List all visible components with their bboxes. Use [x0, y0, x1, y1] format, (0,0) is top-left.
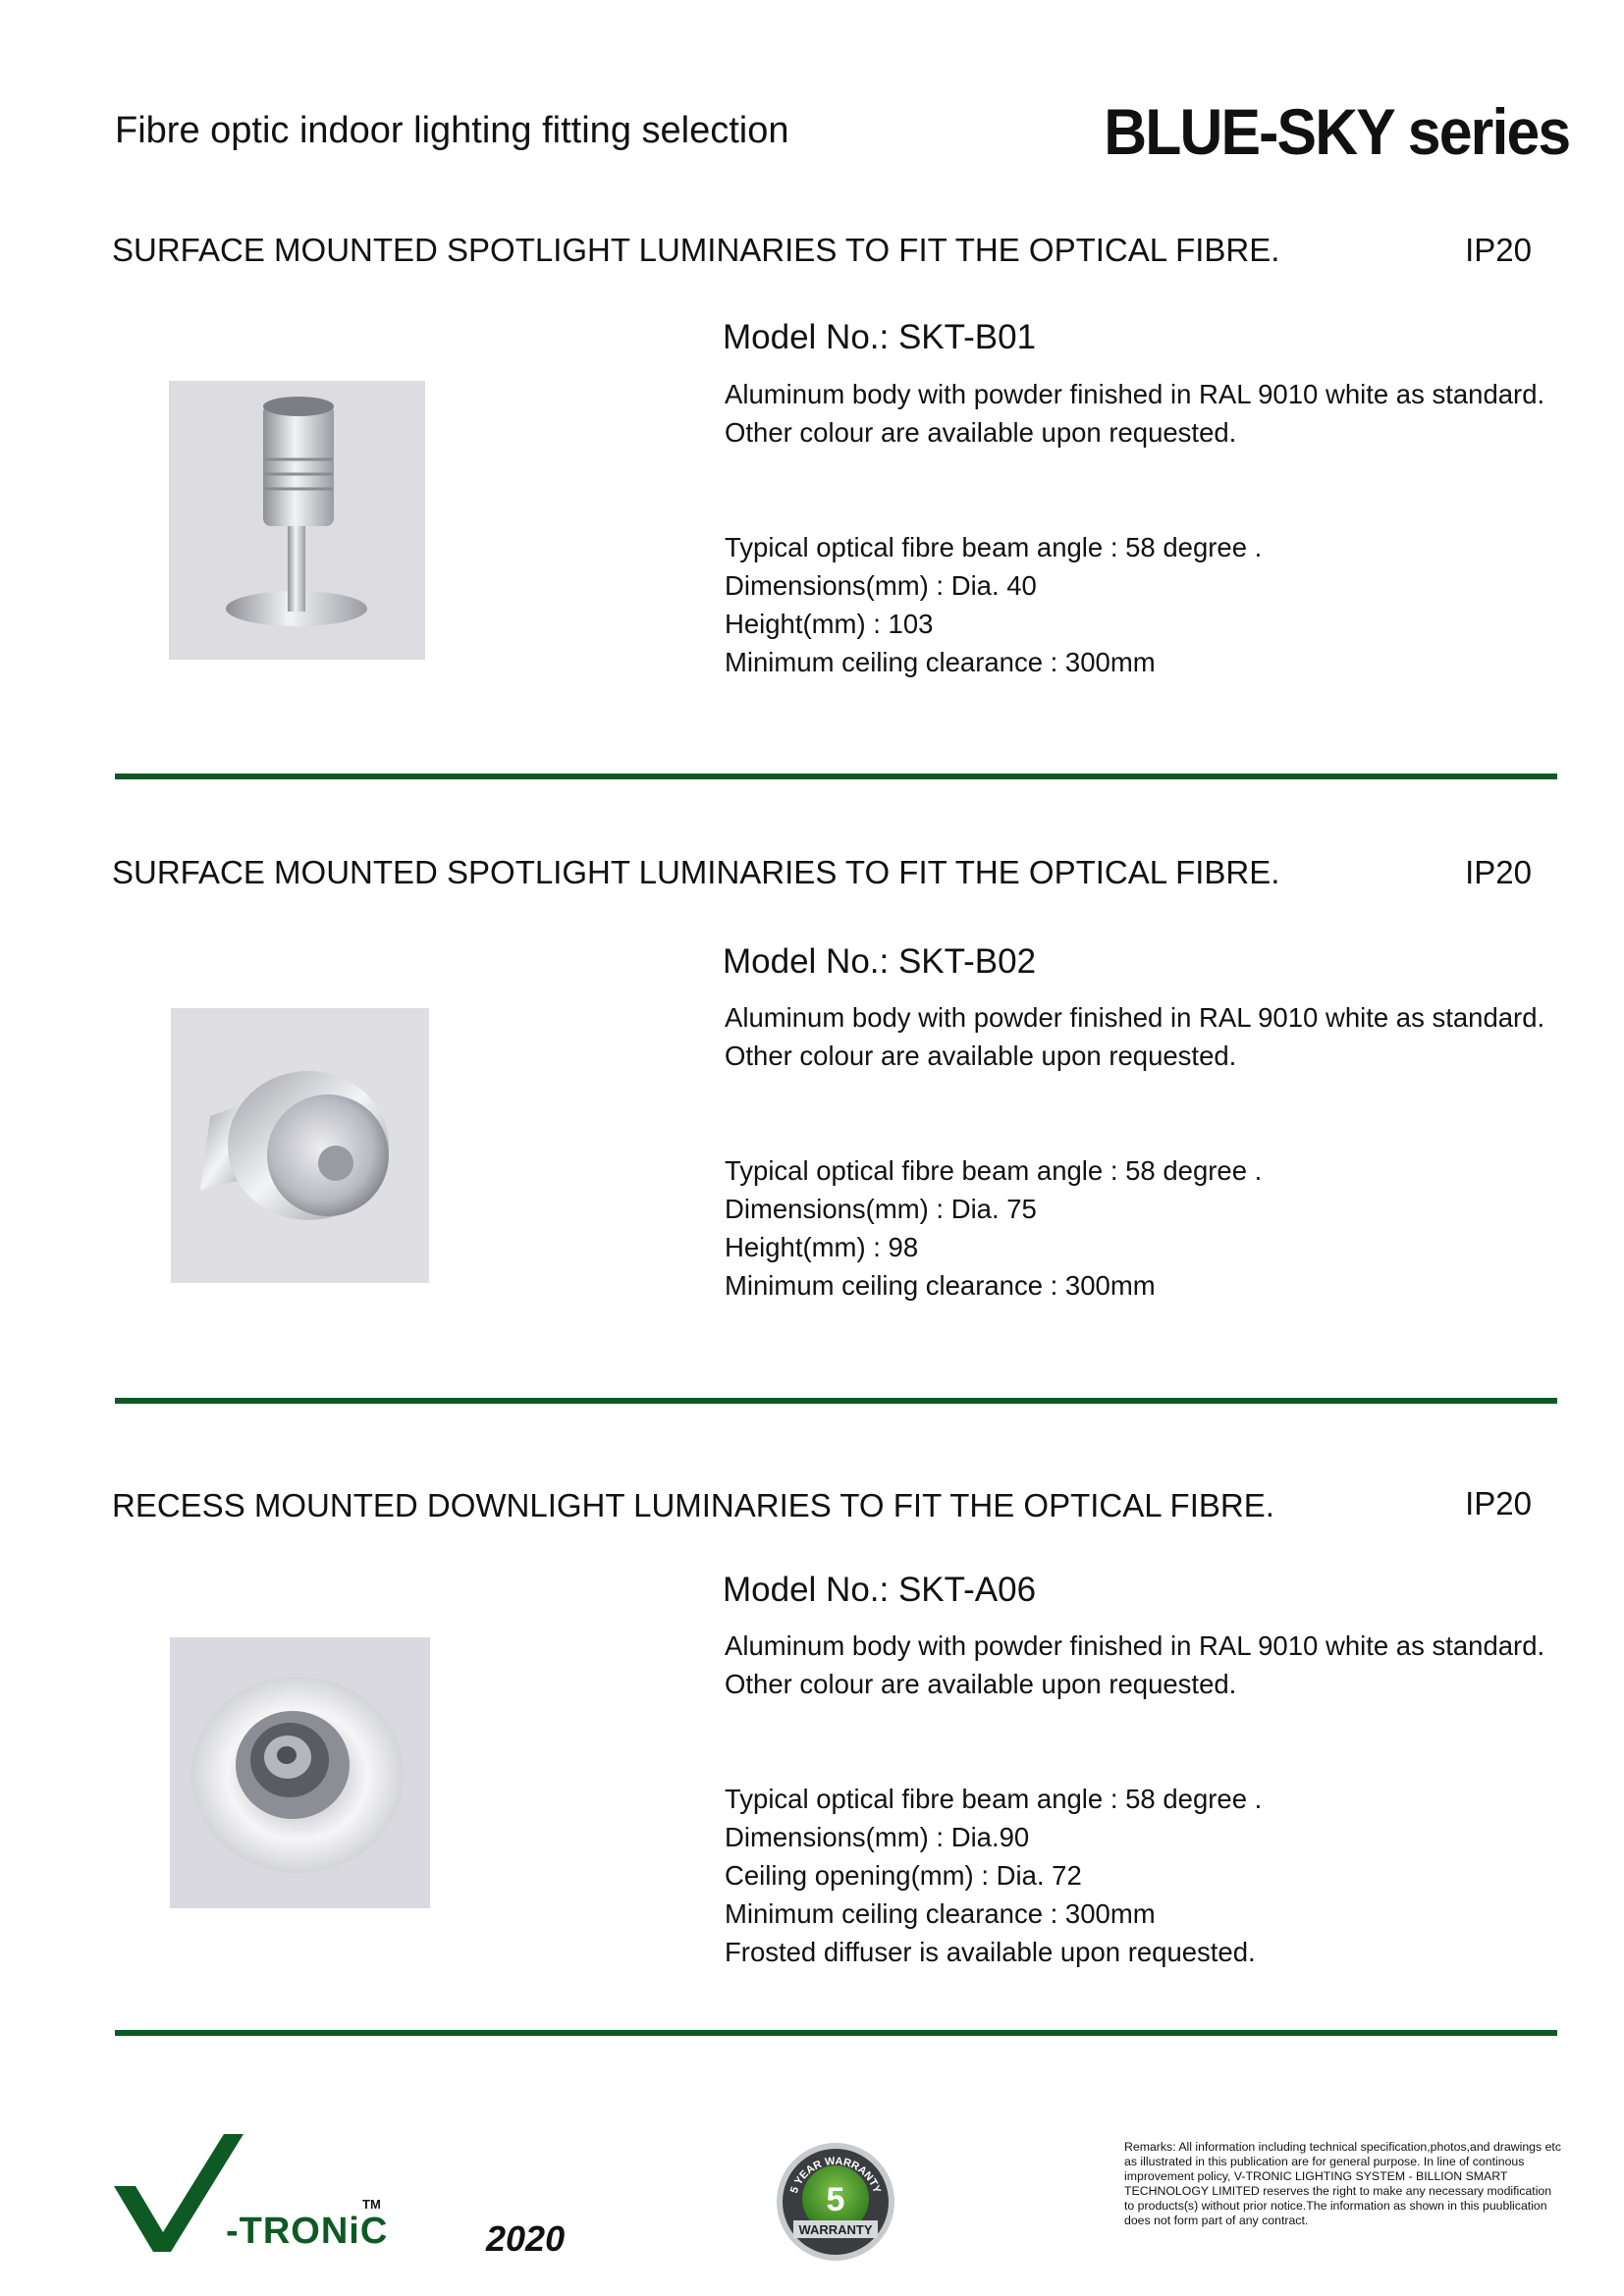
specification-block-3 [725, 1780, 1262, 1971]
brand-name: -TRONiC [226, 2211, 389, 2252]
section-divider-2 [115, 1398, 1557, 1404]
description-block-3a [725, 1627, 1544, 1703]
section-divider-3 [115, 2030, 1557, 2036]
description-line: Other colour are available upon requested. [725, 1669, 1237, 1699]
description-line: Aluminum body with powder finished in RAL 9010 white as standard. [725, 1002, 1545, 1033]
ip-rating-1: IP20 [1465, 232, 1532, 268]
trademark-symbol: TM [362, 2197, 381, 2212]
warranty-label: WARRANTY [798, 2222, 873, 2237]
section-heading-3: RECESS MOUNTED DOWNLIGHT LUMINARIES TO FIT THE OPTICAL FIBRE. [112, 1487, 1274, 1523]
warranty-number: 5 [826, 2181, 845, 2218]
product-photo-skt-a06 [170, 1637, 430, 1908]
description-line: Other colour are available upon requested. [725, 1041, 1237, 1071]
spec-line: Dimensions(mm) : Dia.90 [725, 1822, 1030, 1852]
description-block-2a [725, 998, 1544, 1075]
ip-rating-3: IP20 [1465, 1485, 1532, 1522]
spec-line: Minimum ceiling clearance : 300mm [725, 1270, 1156, 1301]
spec-line: Minimum ceiling clearance : 300mm [725, 647, 1156, 677]
description-line: Other colour are available upon requested. [725, 417, 1237, 448]
section-divider-1 [115, 774, 1557, 779]
remarks-text: Remarks: All information including technical specification,photos,and drawings etc as illustrated in this publication are for general purpose. In line of continous improvement policy, V-TRONIC LIGHTING SYSTEM - BILLION SMART TECHNOLOGY LIMITED reserves the right to make any necessary modification to products(s) without prior notice.The information as shown in this puublication does not form part of any contract. [1124, 2140, 1561, 2227]
specification-block-1 [725, 528, 1262, 681]
spec-line: Typical optical fibre beam angle : 58 degree . [725, 1155, 1263, 1186]
spec-line: Dimensions(mm) : Dia. 75 [725, 1194, 1037, 1224]
spec-line: Height(mm) : 103 [725, 609, 934, 639]
document-subtitle: Fibre optic indoor lighting fitting selection [115, 110, 789, 151]
description-line: Aluminum body with powder finished in RAL 9010 white as standard. [725, 379, 1545, 409]
warranty-arc-text: 5 YEAR WARRANTY [787, 2155, 884, 2195]
spec-line: Frosted diffuser is available upon requested. [725, 1937, 1256, 1967]
description-block-1a [725, 375, 1544, 452]
product-photo-skt-b01 [169, 381, 425, 660]
model-number-3: Model No.: SKT-A06 [723, 1571, 1037, 1609]
spec-line: Typical optical fibre beam angle : 58 degree . [725, 532, 1263, 562]
series-title: BLUE-SKY series [1103, 95, 1569, 168]
spec-line: Minimum ceiling clearance : 300mm [725, 1898, 1156, 1929]
model-number-2: Model No.: SKT-B02 [723, 942, 1037, 981]
ip-rating-2: IP20 [1465, 854, 1532, 890]
catalog-year: 2020 [486, 2218, 566, 2259]
section-heading-2: SURFACE MOUNTED SPOTLIGHT LUMINARIES TO FIT THE OPTICAL FIBRE. [112, 854, 1280, 890]
model-number-1: Model No.: SKT-B01 [723, 318, 1037, 356]
spec-line: Height(mm) : 98 [725, 1232, 919, 1262]
description-line: Aluminum body with powder finished in RAL 9010 white as standard. [725, 1630, 1545, 1661]
spec-line: Typical optical fibre beam angle : 58 degree . [725, 1784, 1263, 1814]
specification-block-2 [725, 1151, 1262, 1305]
warranty-badge [774, 2140, 897, 2264]
product-photo-skt-b02 [171, 1008, 429, 1283]
spec-line: Ceiling opening(mm) : Dia. 72 [725, 1860, 1082, 1891]
spec-line: Dimensions(mm) : Dia. 40 [725, 570, 1037, 601]
section-heading-1: SURFACE MOUNTED SPOTLIGHT LUMINARIES TO FIT THE OPTICAL FIBRE. [112, 232, 1280, 268]
